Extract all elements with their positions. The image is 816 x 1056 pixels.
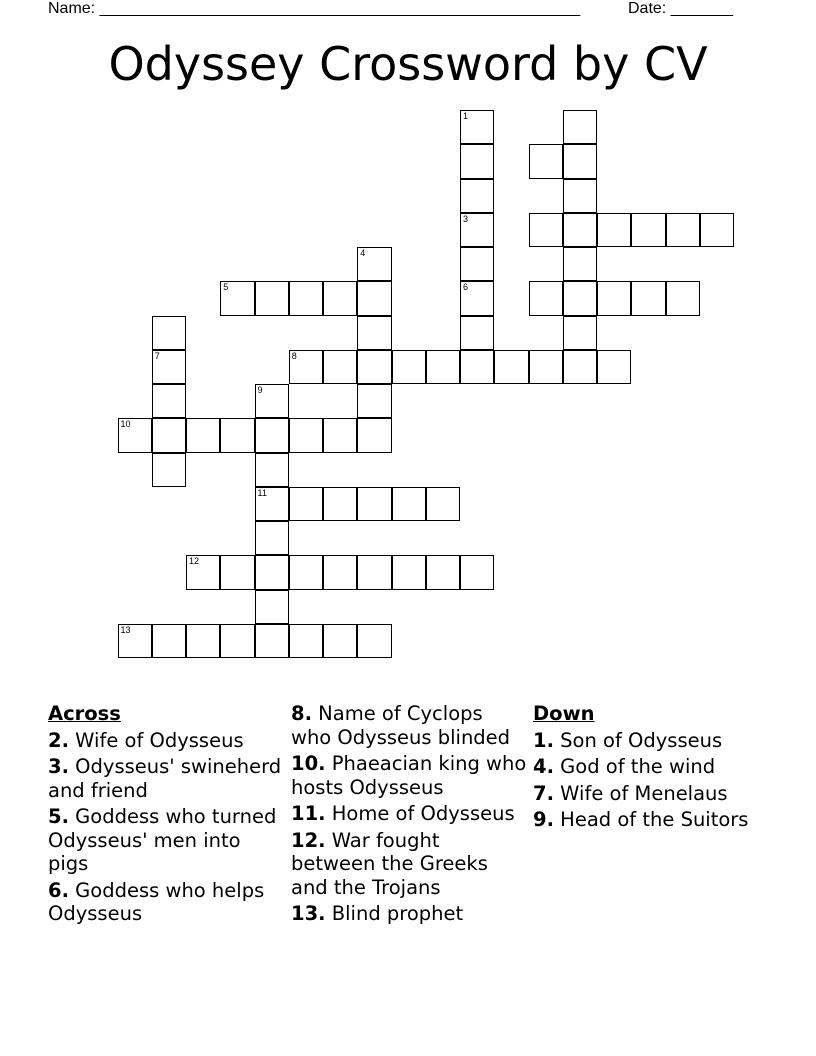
grid-cell[interactable]	[357, 487, 391, 521]
grid-cell[interactable]	[255, 453, 289, 487]
grid-cell[interactable]	[255, 624, 289, 658]
clue-across-2	[48, 729, 284, 753]
grid-cell[interactable]	[666, 213, 700, 247]
grid-cell[interactable]	[529, 144, 563, 178]
clue-text: Son of Odysseus	[553, 728, 723, 752]
grid-cell[interactable]	[426, 350, 460, 384]
clue-number: 6.	[48, 878, 69, 902]
grid-cell[interactable]	[460, 281, 494, 315]
clues-column-1	[48, 702, 284, 929]
grid-cell[interactable]	[563, 144, 597, 178]
grid-cell[interactable]	[529, 350, 563, 384]
grid-cell[interactable]	[220, 281, 254, 315]
clue-across-3	[48, 755, 284, 802]
grid-cell[interactable]	[700, 213, 734, 247]
grid-cell[interactable]	[357, 384, 391, 418]
down-heading: Down	[533, 702, 595, 725]
page-title: Odyssey Crossword by CV	[108, 37, 708, 91]
grid-cell[interactable]	[152, 316, 186, 350]
grid-cell[interactable]	[152, 624, 186, 658]
cell-number: 12	[189, 556, 200, 567]
grid-cell[interactable]	[563, 316, 597, 350]
grid-cell[interactable]	[563, 247, 597, 281]
grid-cell[interactable]	[255, 555, 289, 589]
clue-number: 11.	[291, 802, 326, 825]
grid-cell[interactable]	[289, 555, 323, 589]
grid-cell[interactable]	[152, 418, 186, 452]
grid-cell[interactable]	[494, 350, 528, 384]
grid-cell[interactable]	[152, 350, 186, 384]
clue-across-12	[291, 829, 527, 900]
clue-across-5	[48, 805, 284, 876]
clue-down-1	[533, 729, 769, 753]
grid-cell[interactable]	[220, 624, 254, 658]
grid-cell[interactable]	[460, 350, 494, 384]
grid-cell[interactable]	[289, 418, 323, 452]
grid-cell[interactable]	[323, 555, 357, 589]
grid-cell[interactable]	[255, 487, 289, 521]
cell-number: 10	[120, 419, 131, 430]
clue-text: God of the wind	[553, 755, 716, 778]
grid-cell[interactable]	[529, 281, 563, 315]
grid-cell[interactable]	[460, 179, 494, 213]
grid-cell[interactable]	[597, 350, 631, 384]
cell-number: 11	[257, 487, 267, 498]
grid-cell[interactable]	[152, 384, 186, 418]
clue-across-8	[291, 702, 527, 749]
grid-cell[interactable]	[426, 487, 460, 521]
clue-number: 2.	[48, 728, 69, 752]
grid-cell[interactable]	[289, 281, 323, 315]
clues-column-3	[533, 702, 769, 835]
grid-cell[interactable]	[563, 213, 597, 247]
grid-cell[interactable]	[460, 555, 494, 589]
grid-cell[interactable]	[460, 110, 494, 144]
grid-cell[interactable]	[323, 487, 357, 521]
grid-cell[interactable]	[255, 384, 289, 418]
clue-text: Blind prophet	[325, 902, 464, 925]
clue-text: Wife of Menelaus	[553, 781, 728, 805]
grid-cell[interactable]	[666, 281, 700, 315]
grid-cell[interactable]	[392, 487, 426, 521]
grid-cell[interactable]	[255, 418, 289, 452]
clue-number: 4.	[533, 755, 554, 778]
clue-text: War fought between the Greeks and the Trojans	[291, 828, 488, 899]
grid-cell[interactable]	[323, 624, 357, 658]
clue-number: 7.	[533, 781, 554, 805]
clue-text: Goddess who helps Odysseus	[48, 878, 265, 925]
clue-text: Name of Cyclops who Odysseus blinded	[291, 702, 511, 749]
clue-number: 8.	[291, 702, 312, 725]
cell-number: 13	[120, 624, 131, 635]
name-field-label[interactable]: Name: ______________________________________________________	[48, 0, 581, 17]
clue-down-7	[533, 782, 769, 806]
grid-cell[interactable]	[186, 624, 220, 658]
cell-number: 3	[463, 213, 469, 224]
clue-text: Odysseus' swineherd and friend	[48, 755, 282, 802]
cell-number: 4	[360, 248, 366, 258]
clue-number: 5.	[48, 805, 69, 828]
grid-cell[interactable]	[631, 213, 665, 247]
clue-across-13	[291, 902, 527, 926]
clue-down-4	[533, 755, 769, 779]
cell-number: 1	[463, 111, 469, 121]
clue-number: 1.	[533, 728, 554, 752]
grid-cell[interactable]	[118, 624, 152, 658]
grid-cell[interactable]	[631, 281, 665, 315]
cell-number: 6	[463, 282, 469, 293]
clue-text: Wife of Odysseus	[68, 728, 244, 752]
grid-cell[interactable]	[289, 624, 323, 658]
grid-cell[interactable]	[323, 350, 357, 384]
clue-text: Head of the Suitors	[553, 808, 749, 831]
date-field-label[interactable]: Date: _______	[628, 0, 733, 17]
clues-column-2	[291, 702, 527, 929]
clue-down-9	[533, 808, 769, 832]
grid-cell[interactable]	[289, 487, 323, 521]
grid-cell[interactable]	[152, 453, 186, 487]
grid-cell[interactable]	[255, 521, 289, 555]
grid-cell[interactable]	[563, 281, 597, 315]
grid-cell[interactable]	[357, 350, 391, 384]
grid-cell[interactable]	[357, 555, 391, 589]
grid-cell[interactable]	[563, 179, 597, 213]
clue-number: 12.	[291, 828, 326, 852]
grid-cell[interactable]	[289, 350, 323, 384]
cell-number: 7	[154, 350, 160, 361]
clue-across-6	[48, 879, 284, 926]
grid-cell[interactable]	[597, 213, 631, 247]
clue-text: Phaeacian king who hosts Odysseus	[291, 752, 527, 799]
grid-cell[interactable]	[597, 281, 631, 315]
grid-cell[interactable]	[186, 418, 220, 452]
grid-cell[interactable]	[460, 213, 494, 247]
grid-cell[interactable]	[357, 624, 391, 658]
clue-number: 13.	[291, 902, 326, 925]
grid-cell[interactable]	[357, 418, 391, 452]
cell-number: 8	[291, 350, 297, 361]
grid-cell[interactable]	[220, 555, 254, 589]
grid-cell[interactable]	[357, 281, 391, 315]
grid-cell[interactable]	[563, 350, 597, 384]
grid-cell[interactable]	[357, 316, 391, 350]
cell-number: 9	[257, 385, 263, 395]
grid-cell[interactable]	[323, 418, 357, 452]
clue-number: 9.	[533, 808, 554, 831]
clue-across-10	[291, 752, 527, 799]
clue-text: Goddess who turned Odysseus' men into pigs	[48, 805, 277, 875]
grid-cell[interactable]	[186, 555, 220, 589]
clue-number: 3.	[48, 755, 69, 778]
grid-cell[interactable]	[255, 281, 289, 315]
grid-cell[interactable]	[460, 144, 494, 178]
grid-cell[interactable]	[392, 555, 426, 589]
grid-cell[interactable]	[563, 110, 597, 144]
grid-cell[interactable]	[460, 316, 494, 350]
across-heading: Across	[48, 702, 121, 725]
clue-text: Home of Odysseus	[325, 802, 515, 825]
clue-number: 10.	[291, 752, 326, 775]
grid-cell[interactable]	[323, 281, 357, 315]
cell-number: 5	[223, 282, 229, 293]
grid-cell[interactable]	[357, 247, 391, 281]
grid-cell[interactable]	[529, 213, 563, 247]
clue-across-11	[291, 802, 527, 826]
grid-cell[interactable]	[118, 418, 152, 452]
grid-cell[interactable]	[255, 590, 289, 624]
grid-cell[interactable]	[220, 418, 254, 452]
grid-cell[interactable]	[460, 247, 494, 281]
grid-cell[interactable]	[426, 555, 460, 589]
grid-cell[interactable]	[392, 350, 426, 384]
